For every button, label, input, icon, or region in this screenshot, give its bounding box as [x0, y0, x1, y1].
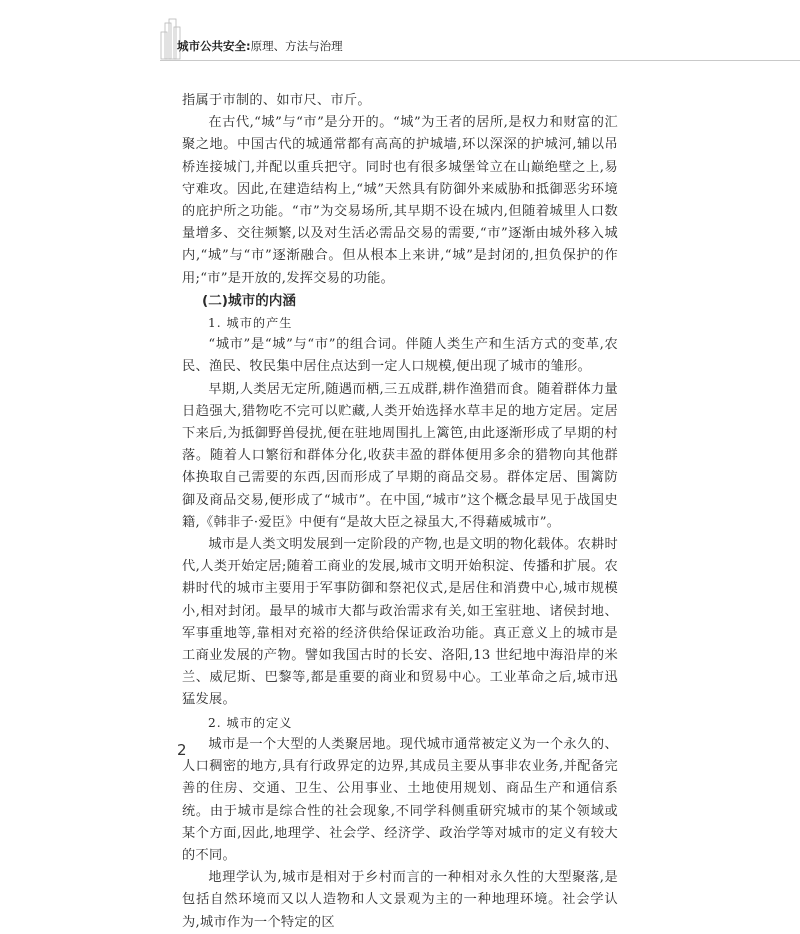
running-header-series: 城市公共安全:: [177, 39, 251, 53]
running-header: [177, 38, 343, 54]
subsection-heading: 2. 城市的定义: [208, 715, 293, 730]
header-divider: [160, 60, 800, 61]
section-heading: (二)城市的内涵: [202, 292, 296, 309]
subsection-heading: 1. 城市的产生: [208, 316, 293, 331]
paragraph: 城市是一个大型的人类聚居地。现代城市通常被定义为一个永久的、人口稠密的地方,具有行政界定的边界,其成员主要从事非农业务,并配备完善的住房、交通、卫生、公用事业、土地使用规划、商品生产和通信系统。由于城市是综合性的社会现象,不同学科侧重研究城市的某个领域或某个方面,因此,地理学、社会学、经济学、政治学等对城市的定义有较大的不同。: [182, 736, 618, 863]
running-header-subject: 原理、方法与治理: [250, 39, 343, 53]
page-number: 2: [177, 741, 187, 759]
paragraph: 城市是人类文明发展到一定阶段的产物,也是文明的物化载体。农耕时代,人类开始定居;随着工商业的发展,城市文明开始积淀、传播和扩展。农耕时代的城市主要用于军事防御和祭祀仪式,是居住和消费中心,城市规模小,相对封闭。最早的城市大都与政治需求有关,如王室驻地、诸侯封地、军事重地等,靠相对充裕的经济供给保证政治功能。真正意义上的城市是工商业发展的产物。譬如我国古时的长安、洛阳,13 世纪地中海沿岸的米兰、威尼斯、巴黎等,都是重要的商业和贸易中心。工业革命之后,城市迅猛发展。: [182, 537, 618, 708]
body-text: [182, 90, 618, 934]
paragraph: 早期,人类居无定所,随遇而栖,三五成群,耕作渔猎而食。随着群体力量日趋强大,猎物吃不完可以贮藏,人类开始选择水草丰足的地方定居。定居下来后,为抵御野兽侵扰,便在驻地周围扎上篱笆,由此逐渐形成了早期的村落。随着人口繁衍和群体分化,收获丰盈的群体便用多余的猎物向其他群体换取自己需要的东西,因而形成了早期的商品交易。群体定居、围篱防御及商品交易,便形成了“城市”。在中国,“城市”这个概念最早见于战国史籍,《韩非子·爱臣》中便有“是故大臣之禄虽大,不得藉威城市”。: [182, 381, 618, 530]
paragraph-city-and-market: 在古代,“城”与“市”是分开的。“城”为王者的居所,是权力和财富的汇聚之地。中国古代的城通常都有高高的护城墙,环以深深的护城河,辅以吊桥连接城门,并配以重兵把守。同时也有很多城堡耸立在山巅绝壁之上,易守难攻。因此,在建造结构上,“城”天然具有防御外来威胁和抵御恶劣环境的庇护所之功能。“市”为交易场所,其早期不设在城内,但随着城里人口数量增多、交往频繁,以及对生活必需品交易的需要,“市”逐渐由城外移入城内,“城”与“市”逐渐融合。但从根本上来讲,“城”是封闭的,担负保护的作用;“市”是开放的,发挥交易的功能。: [182, 115, 618, 286]
paragraph: “城市”是“城”与“市”的组合词。伴随人类生产和生活方式的变革,农民、渔民、牧民集中居住点达到一定人口规模,便出现了城市的雏形。: [182, 337, 618, 375]
paragraph-continued: 指属于市制的、如市尺、市斤。: [182, 93, 371, 108]
paragraph: 地理学认为,城市是相对于乡村而言的一种相对永久性的大型聚落,是包括自然环境而又以人造物和人文景观为主的一种地理环境。社会学认为,城市作为一个特定的区: [182, 870, 618, 930]
